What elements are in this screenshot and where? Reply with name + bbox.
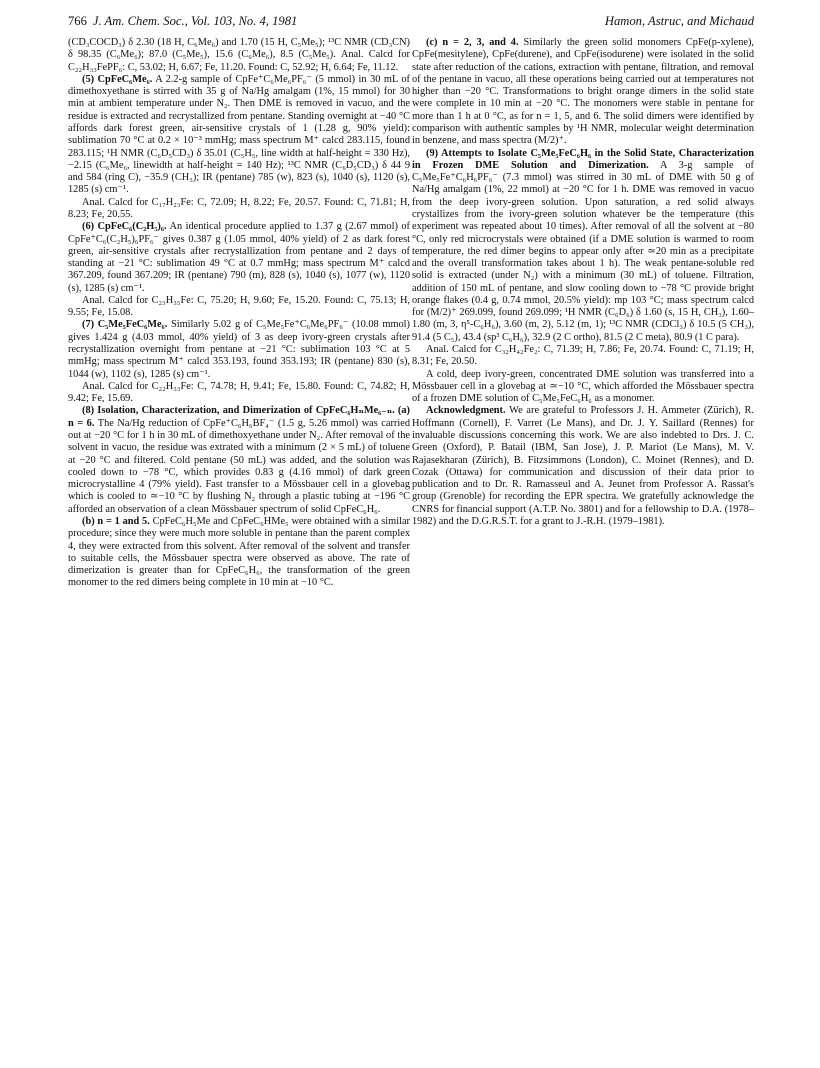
paragraph-section-9: (9) Attempts to Isolate C₅Me₅FeC₆H₆ in the Solid State, Characterization in Frozen DME Solution and Dimerization. A 3-g sample of C₅Me₅Fe⁺C₆H₆PF₆⁻ (7.3 mmol) was stirred in 30 mL of DME with 50 g of Na/Hg amalgam (1%, 22 mmol) at −20 °C for 1 h. DME was removed in vacuo from the deep ivory-green solution. Upon saturation, a red solid always crystallizes from the ivory-green solution whatever be the temperature (this experiment was repeated about 10 times). After removal of all the solvent at −80 °C, only red microcrystals were obtained (if a DME solution is warmed to room temperature, the red dimer begins to appear only after ≃20 min as a precipitate and the overall transformation takes about 1 h). The weak pentane-soluble red solid is extracted (under N₂) with a minimum (30 mL) of toluene. Filtration, addition of 150 mL of pentane, and slow cooling down to −78 °C provide bright orange flakes (0.4 g, 0.74 mmol, 20.5% yield): mp 103 °C; mass spectrum calcd for (M/2)⁺ 269.099, found 269.099; ¹H NMR (C₆D₆) δ 1.60 (s, 15 H, CH₃), 1.60–1.80 (m, 3, η⁵-C₆H₆), 3.60 (m, 2), 5.12 (m, 1); ¹³C NMR (CDCl₃) δ 10.5 (5 CH₃), 91.4 (5 C₅), 43.4 (sp³ C₆H₆), 32.9 (2 C ortho), 81.5 (2 C meta), 80.9 (1 C para). [412, 147, 754, 343]
paragraph-compound-5: (5) CpFeC₆Me₆. A 2.2-g sample of CpFe⁺C₆Me₆PF₆⁻ (5 mmol) in 30 mL of dimethoxyethane is stirred with 35 g of Na/Hg amalgam (1%, 15 mmol) for 30 min at ambient temperature under N₂. Then DME is removed in vacuo, and the residue is extracted and recrystallized from pentane. Standing overnight at −40 °C affords dark forest green, air-sensitive crystals of 1 (1.28 g, 90% yield): sublimation 70 °C at 0.2 × 10⁻³ mmHg; mass spectrum M⁺ calcd 283.115, found 283.115; ¹H NMR (C₆D₅CD₃) δ 35.01 (C₅H₅, line width at half-height = 330 Hz), −2.15 (C₆Me₆, linewidth at half-height = 140 Hz); ¹³C NMR (C₆D₅CD₃) δ 44 9 and 584 (ring C), −35.9 (CH₃); IR (pentane) 785 (w), 823 (s), 1040 (s), 1120 (s), 1285 (s) cm⁻¹. [68, 73, 410, 196]
header-left [68, 14, 297, 29]
page-number: 766 [68, 14, 87, 28]
paragraph-section-8b: (b) n = 1 and 5. CpFeC₆H₅Me and CpFeC₆HMe₅ were obtained with a similar procedure; since they were much more soluble in pentane than the parent complex 4, they were extracted from this solvent. After removal of the solvent and transfer to suitable cells, the Mössbauer spectra were observed as above. The rate of dimerization is greater than for CpFeC₆H₆, the transformation of the green monomer to the red dimers being complete in 10 min at −10 °C. [68, 515, 410, 589]
paragraph-anal-5: Anal. Calcd for C₁₇H₂₃Fe: C, 72.09; H, 8.22; Fe, 20.57. Found: C, 71.81; H, 8.23; Fe, 20.55. [68, 196, 410, 220]
paragraph-anal-9: Anal. Calcd for C₃₂H₄₂Fe₂: C, 71.39; H, 7.86; Fe, 20.74. Found: C, 71.19; H, 8.31; Fe, 20.50. [412, 344, 754, 368]
right-column [412, 37, 754, 528]
left-column [68, 37, 410, 590]
paragraph-nmr-data: (CD₃COCD₃) δ 2.30 (18 H, C₆Me₆) and 1.70 (15 H, C₅Me₅); ¹³C NMR (CD₃CN) δ 98.35 (C₆Me₆); 87.0 (C₅Me₅), 15.6 (C₆Me₆), 8.5 (C₅Me₅). Anal. Calcd for C₂₂H₃₃FePF₆: C, 53.02; H, 6.67; Fe, 11.20. Found: C, 52.92; H, 6.64; Fe, 11.12. [68, 37, 410, 73]
paragraph-anal-6: Anal. Calcd for C₂₃H₃₅Fe: C, 75.20; H, 9.60; Fe, 15.20. Found: C, 75.13; H, 9.55; Fe, 15.08. [68, 294, 410, 319]
paragraph-acknowledgment: Acknowledgment. We are grateful to Professors J. H. Ammeter (Zürich), R. Hoffmann (Cornell), F. Varret (Le Mans), and Dr. J. Y. Saillard (Rennes) for invaluable discussions concerning this work. We are also indebted to Drs. J. C. Green (Oxford), P. Batail (IBM, San Jose), J. P. Mariot (Le Mans), M. V. Rajasekharan (Zürich), B. Fitzsimmons (London), C. Moinet (Rennes), and D. Cozak (Ottawa) for communication and discussion of their data prior to publication and to Dr. R. Ramasseul and A. Jeunet from Professor A. Rassat's group (Grenoble) for recording the EPR spectra. We gratefully acknowledge the CNRS for financial support (A.T.P. No. 3801) and for a fellowship to D.A. (1978–1982) and the D.G.R.S.T. for a grant to J.-R.H. (1979–1981). [412, 405, 754, 527]
paragraph-mossbauer: A cold, deep ivory-green, concentrated DME solution was transferred into a Mössbauer cell in a glovebag at ≃−10 °C, which afforded the Mössbauer spectra of a frozen DME solution of C₅Me₅FeC₆H₆ as a monomer. [412, 368, 754, 405]
paragraph-compound-7: (7) C₅Me₅FeC₆Me₆. Similarly 5.02 g of C₅Me₅Fe⁺C₆Me₆PF₆⁻ (10.08 mmol) gives 1.424 g (4.03 mmol, 40% yield) of 3 as deep ivory-green crystals after recrystallization overnight from pentane at −21 °C: sublimation 103 °C at 5 mmHg; mass spectrum M⁺ calcd 353.193, found 353.193; IR (pentane) 830 (s), 1044 (w), 1102 (s), 1285 (s) cm⁻¹. [68, 319, 411, 380]
paragraph-section-8a: (8) Isolation, Characterization, and Dimerization of CpFeC₆HₙMe₆₋ₙ. (a) n = 6. The Na/Hg reduction of CpFe⁺C₆H₆BF₄⁻ (1.5 g, 5.26 mmol) was carried out at −20 °C for 1 h in 30 mL of dimethoxyethane under N₂. After removal of the solvent in vacuo, the residue was extrated with a minimum (2 × 5 mL) of toluene at −20 °C and filtered. Cold pentane (50 mL) was added, and the solution was cooled down to −78 °C, which provides 0.83 g (4.16 mmol) of dark green microcrystalline 4 (79% yield). Fast transfer to a Mössbauer cell in a glovebag which is cooled to ≃−10 °C by flushing N₂ through a plastic tubing at −196 °C afforded an observation of a clean Mössbauer spectrum of solid CpFeC₆H₆. [68, 405, 410, 515]
author-names: Hamon, Astruc, and Michaud [604, 14, 754, 28]
paragraph-compound-6: (6) CpFeC₆(C₂H₅)₆. An identical procedure applied to 1.37 g (2.67 mmol) of CpFe⁺C₆(C₂H₅)₆PF₆⁻ gives 0.387 g (1.05 mmol, 40% yield) of 2 as dark forest green, air-sensitive crystals after recrystallization from pentane and 2 days of standing at −21 °C: sublimation 49 °C at 0.7 mmHg; mass spectrum M⁺ calcd 367.209, found 367.209; IR (pentane) 790 (m), 828 (s), 1040 (s), 1077 (w), 1120 (s), 1285 (s) cm⁻¹. [68, 221, 410, 294]
paragraph-anal-7: Anal. Calcd for C₂₂H₃₃Fe: C, 74.78; H, 9.41; Fe, 15.80. Found: C, 74.82; H, 9.42; Fe, 15.69. [68, 380, 410, 405]
running-header [68, 14, 754, 32]
journal-citation: J. Am. Chem. Soc., Vol. 103, No. 4, 1981 [92, 14, 298, 28]
paragraph-section-8c: (c) n = 2, 3, and 4. Similarly the green solid monomers CpFe(p-xylene), CpFe(mesitylene), CpFe(durene), and CpFe(isodurene) were isolated in the solid state after reduction of the cations, extraction with pentane, filtration, and removal of the pentane in vacuo, all these operations being carried out at temperatures not higher than −20 °C. Transformations to bright orange dimers in the solid state were complete in 10 min at −20 °C. The monomers were stable in pentane for more than 1 h at 0 °C, as for n = 1, 5, and 6. The solid dimers were identified by comparison with authentic samples by ¹H NMR, molecular weight determination in benzene, and mass spectra (M/2)⁺. [412, 37, 754, 147]
